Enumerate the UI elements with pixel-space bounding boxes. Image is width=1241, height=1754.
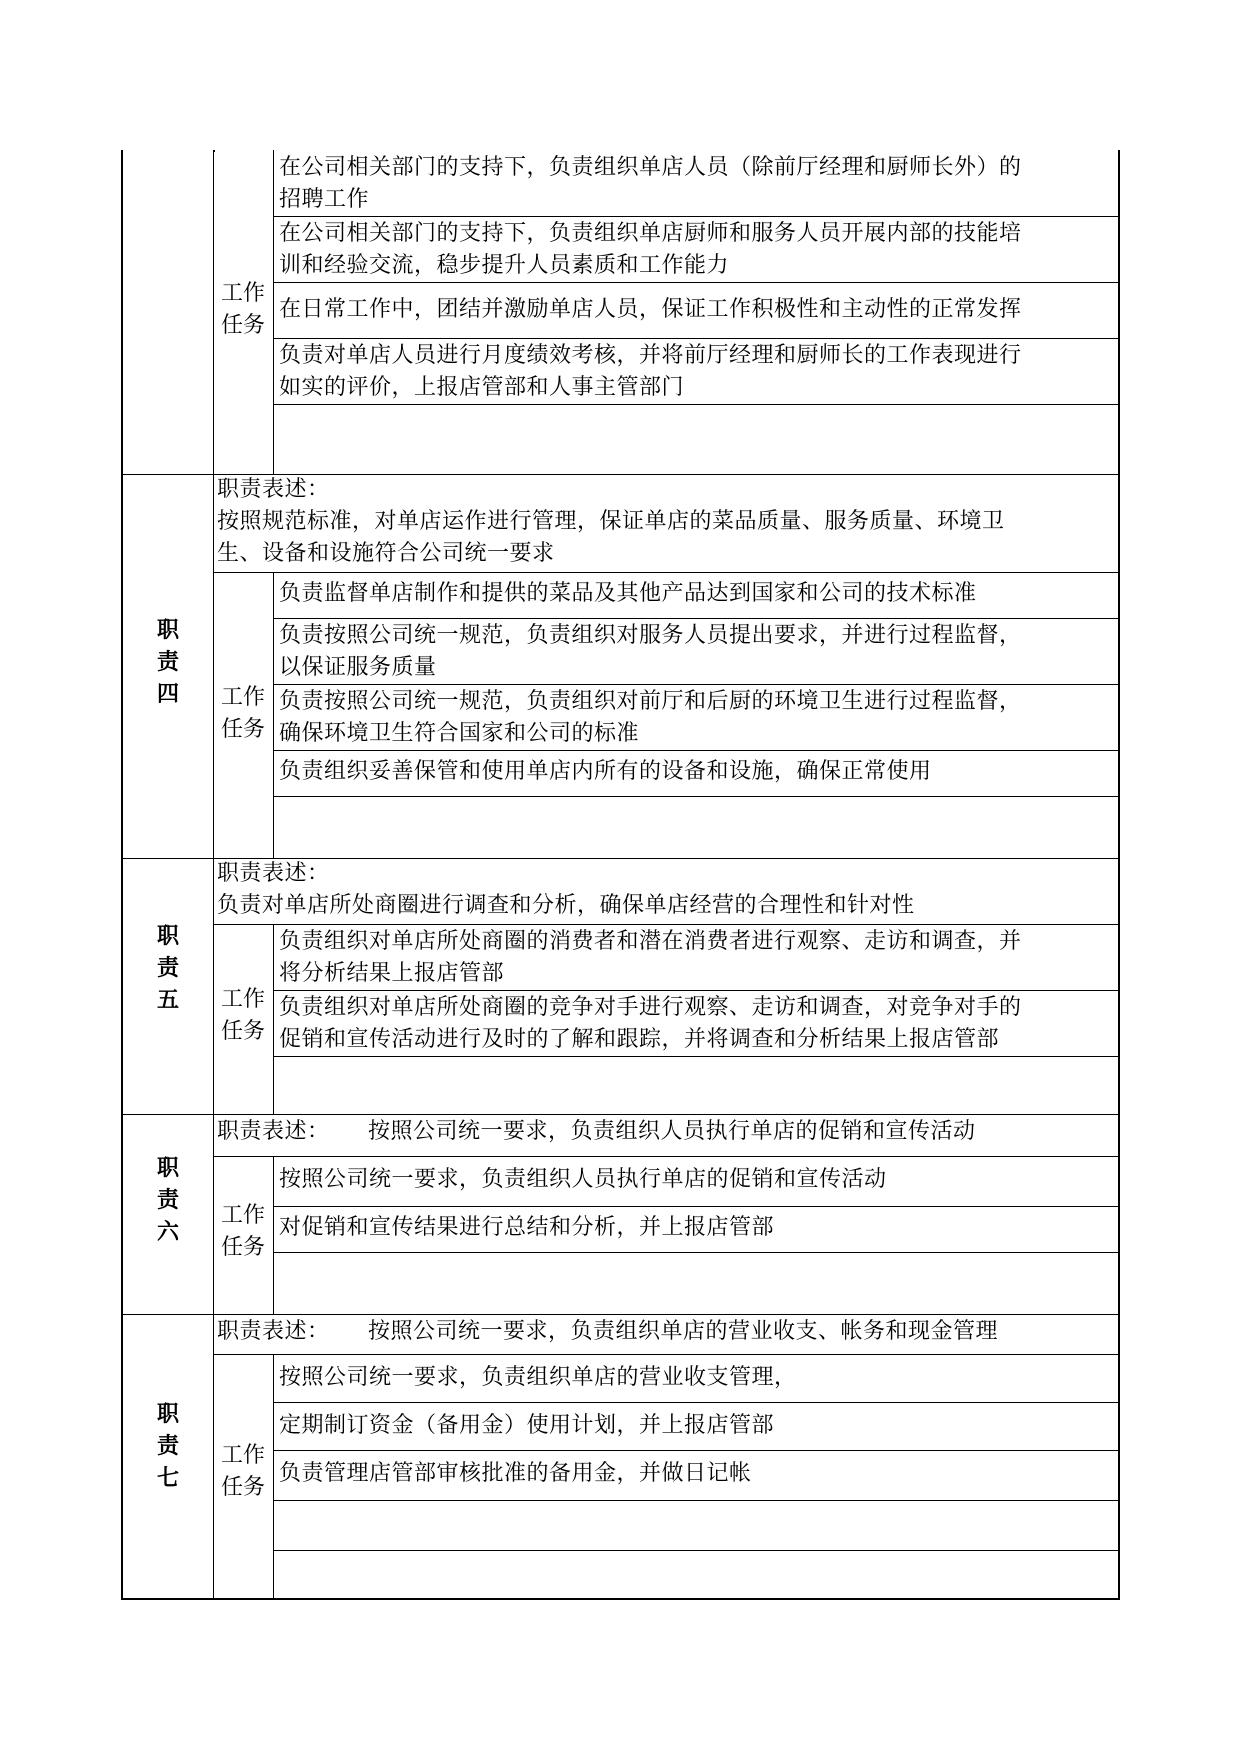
task-item: 负责组织妥善保管和使用单店内所有的设备和设施，确保正常使用: [279, 759, 932, 784]
task-item: 在公司相关部门的支持下，负责组织单店厨师和服务人员开展内部的技能培: [279, 221, 1022, 246]
task-label: 工作 任务: [220, 685, 265, 742]
section-divider-7: [121, 1314, 1120, 1315]
task-item: 负责按照公司统一规范，负责组织对服务人员提出要求，并进行过程监督，: [279, 623, 1022, 648]
task-item: 如实的评价，上报店管部和人事主管部门: [279, 375, 685, 400]
task-item: 负责组织对单店所处商圈的竞争对手进行观察、走访和调查，对竞争对手的: [279, 995, 1022, 1020]
row-line: [273, 618, 1120, 619]
row-line: [213, 572, 1120, 573]
desc-text: 按照公司统一要求，负责组织人员执行单店的促销和宣传活动: [368, 1119, 976, 1144]
table-border-right: [1118, 150, 1120, 1600]
task-item: 负责按照公司统一规范，负责组织对前厅和后厨的环境卫生进行过程监督，: [279, 689, 1022, 714]
row-line: [273, 1402, 1120, 1403]
task-item: 将分析结果上报店管部: [279, 961, 505, 986]
col-divider-task: [273, 1156, 274, 1314]
duty-side-label: 职 责 五: [156, 923, 179, 1013]
row-line: [213, 1354, 1120, 1355]
desc-line: 按照规范标准，对单店运作进行管理，保证单店的菜品质量、服务质量、环境卫: [217, 509, 1005, 534]
task-item: 负责管理店管部审核批准的备用金，并做日记帐: [279, 1461, 752, 1486]
col-divider-task: [273, 572, 274, 858]
duty-side-label: 职 责 六: [156, 1155, 179, 1245]
table-border-top-left: [121, 150, 123, 152]
row-line: [273, 684, 1120, 685]
task-label: 工作 任务: [220, 987, 265, 1044]
col-divider-task: [273, 924, 274, 1114]
desc-label: 职责表述：: [217, 477, 330, 502]
row-line: [273, 338, 1120, 339]
desc-line: 生、设备和设施符合公司统一要求: [217, 541, 555, 566]
row-line: [273, 796, 1120, 797]
task-item: 定期制订资金（备用金）使用计划，并上报店管部: [279, 1413, 775, 1438]
task-item: 训和经验交流，稳步提升人员素质和工作能力: [279, 253, 730, 278]
table-border-left: [121, 150, 123, 1600]
task-item: 负责对单店人员进行月度绩效考核，并将前厅经理和厨师长的工作表现进行: [279, 343, 1022, 368]
task-item: 负责监督单店制作和提供的菜品及其他产品达到国家和公司的技术标准: [279, 581, 977, 606]
task-label: 工作 任务: [220, 281, 265, 338]
task-label: 工作 任务: [220, 1443, 265, 1500]
row-line: [273, 1206, 1120, 1207]
row-line: [273, 1056, 1120, 1057]
task-item: 促销和宣传活动进行及时的了解和跟踪，并将调查和分析结果上报店管部: [279, 1027, 1000, 1052]
row-line: [273, 1500, 1120, 1501]
task-item: 确保环境卫生符合国家和公司的标准: [279, 721, 640, 746]
row-line: [273, 1450, 1120, 1451]
task-item: 负责组织对单店所处商圈的消费者和潜在消费者进行观察、走访和调查，并: [279, 929, 1022, 954]
desc-text: 按照公司统一要求，负责组织单店的营业收支、帐务和现金管理: [368, 1319, 999, 1344]
task-item: 在日常工作中，团结并激励单店人员，保证工作积极性和主动性的正常发挥: [279, 297, 1022, 322]
task-item: 招聘工作: [279, 187, 370, 212]
desc-label: 职责表述：: [217, 861, 330, 886]
duty-side-label: 职 责 四: [156, 617, 179, 707]
task-item: 按照公司统一要求，负责组织人员执行单店的促销和宣传活动: [279, 1167, 887, 1192]
row-line: [273, 216, 1120, 217]
row-line: [273, 750, 1120, 751]
task-item: 对促销和宣传结果进行总结和分析，并上报店管部: [279, 1215, 775, 1240]
row-line: [273, 282, 1120, 283]
table-border-bottom: [121, 1598, 1120, 1600]
col-divider-task: [273, 150, 274, 474]
task-item: 以保证服务质量: [279, 655, 437, 680]
desc-label: 职责表述：: [217, 1319, 330, 1344]
row-line: [213, 924, 1120, 925]
row-line: [213, 1156, 1120, 1157]
row-line: [273, 990, 1120, 991]
desc-label: 职责表述：: [217, 1119, 330, 1144]
col-divider-side: [213, 150, 214, 1600]
row-line: [273, 1252, 1120, 1253]
row-line: [273, 404, 1120, 405]
task-label: 工作 任务: [220, 1203, 265, 1260]
desc-line: 负责对单店所处商圈进行调查和分析，确保单店经营的合理性和针对性: [217, 893, 915, 918]
task-item: 在公司相关部门的支持下，负责组织单店人员（除前厅经理和厨师长外）的: [279, 155, 1022, 180]
duties-table: [121, 150, 1121, 1600]
task-item: 按照公司统一要求，负责组织单店的营业收支管理，: [279, 1365, 797, 1390]
col-divider-task: [273, 1354, 274, 1600]
row-line: [273, 1550, 1120, 1551]
duty-side-label: 职 责 七: [156, 1401, 179, 1491]
section-divider-6: [121, 1114, 1120, 1115]
